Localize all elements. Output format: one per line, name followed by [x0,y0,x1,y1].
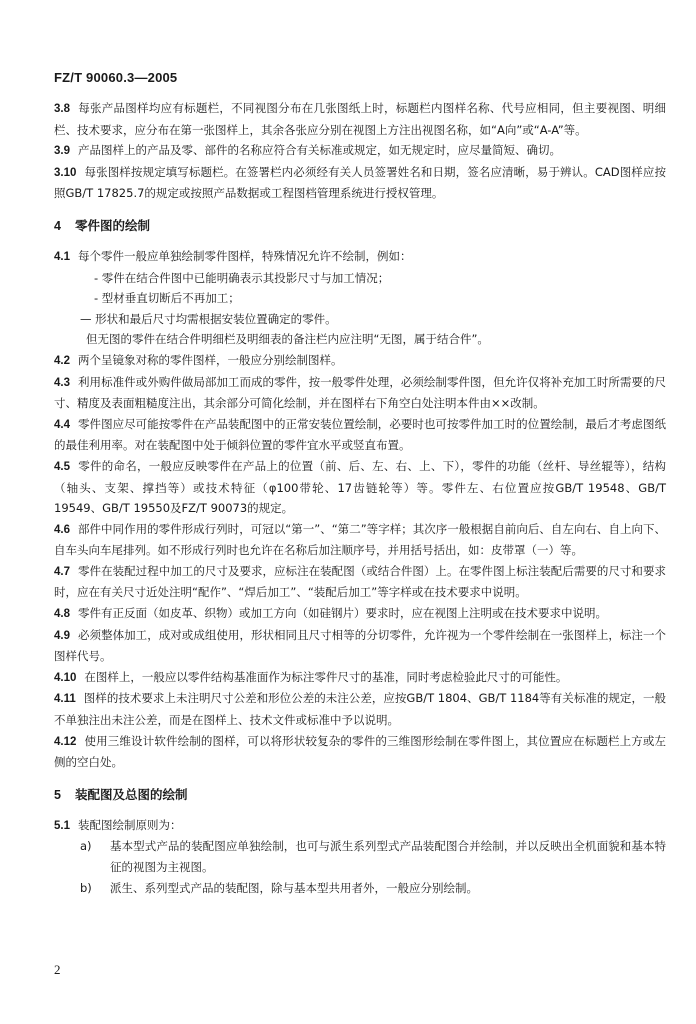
clause-text: 装配图绘制原则为： [78,817,182,832]
clause-4-6 [54,519,666,561]
clause-number: 4.1 [54,250,70,263]
clause-number: 4.5 [54,460,70,473]
clause-number: 4.4 [54,418,70,431]
clause-text: 零件有正反面（如皮革、织物）或加工方向（如硅钢片）要求时，应在视图上注明或在技术要求中说明。 [78,606,607,621]
page-number: 2 [54,962,61,977]
clause-3-9 [54,140,666,162]
clause-number: 4.6 [54,523,70,536]
clause-4-4 [54,414,666,456]
clause-number: 4.9 [54,629,70,642]
clause-text: 每个零件一般应单独绘制零件图样，特殊情况允许不绘制，例如： [78,248,412,263]
clause-text: 利用标准件或外购件做局部加工而成的零件，按一般零件处理，必须绘制零件图，但允许仅将补充加工时所需要的尺寸、精度及表面粗糙度注出，其余部分可简化绘制，并在图样右下角空白处注明本件由××改制。 [54,374,666,411]
clause-text: 零件图应尽可能按零件在产品装配图中的正常安装位置绘制，必要时也可按零件加工时的位置绘制，最后才考虑图纸的最佳利用率。对在装配图中处于倾斜位置的零件宜水平或竖直布置。 [54,416,666,453]
clause-number: 4.3 [54,376,70,389]
clause-number: 4.2 [54,354,70,367]
section-5-heading [54,785,666,805]
list-item-label: a) [80,839,92,854]
clause-text: 零件在装配过程中加工的尺寸及要求，应标注在装配图（或结合件图）上。在零件图上标注装配后需要的尺寸和要求时，应在有关尺寸近处注明“配作”、“焊后加工”、“装配后加工”等字样或在技术要求中说明。 [54,563,666,600]
clause-note: 但无图的零件在结合件明细栏及明细表的备注栏内应注明“无图，属于结合件”。 [86,332,489,347]
clause-4-9 [54,625,666,667]
clause-number: 3.10 [54,166,77,179]
clause-4-12 [54,731,666,773]
section-number: 5 [54,787,61,802]
clause-text: 每张图样按规定填写标题栏。在签署栏内必须经有关人员签署姓名和日期，签名应清晰，易于辨认。CAD图样应按照GB/T 17825.7的规定或按照产品数据或工程图档管理系统进行授权管理。 [54,164,666,201]
clause-text: 产品图样上的产品及零、部件的名称应符合有关标准或规定，如无规定时，应尽量简短、确切。 [78,143,561,158]
list-item-text: 派生、系列型式产品的装配图，除与基本型共用者外，一般应分别绘制。 [110,880,478,895]
clause-4-3 [54,372,666,414]
document-body [54,98,666,898]
clause-number: 4.7 [54,565,70,578]
clause-text: 在图样上，一般应以零件结构基准面作为标注零件尺寸的基准，同时考虑检验此尺寸的可能性。 [84,669,568,684]
section-4-heading [54,216,666,236]
dash-item: - 型材垂直切断后不再加工； [94,291,240,306]
clause-number: 4.11 [54,693,76,706]
list-item-text: 基本型式产品的装配图应单独绘制，也可与派生系列型式产品装配图合并绘制，并以反映出全机面貌和基本特征的视图为主视图。 [110,839,666,874]
clause-text: 必须整体加工，成对或成组使用，形状相同且尺寸相等的分切零件，允许视为一个零件绘制在一张图样上，标注一个图样代号。 [54,627,666,664]
dash-item: — 形状和最后尺寸均需根据安装位置确定的零件。 [80,311,337,326]
dash-item: - 零件在结合件图中已能明确表示其投影尺寸与加工情况； [94,270,390,285]
clause-3-10 [54,162,666,204]
list-item [54,878,666,899]
clause-text: 部件中同作用的零件形成行列时，可冠以“第一”、“第二”等字样；其次序一般根据自前向后、自左向右、自上向下、自车头向车尾排列。如不形成行列时也允许在名称后加注顺序号，并用括号括出，如：皮带罩（一）等。 [54,521,666,558]
clause-4-1 [54,246,666,268]
clause-4-10 [54,667,666,689]
clause-number: 4.8 [54,608,70,621]
clause-text: 两个呈镜象对称的零件图样，一般应分别绘制图样。 [78,352,343,367]
clause-4-5 [54,456,666,519]
clause-3-8 [54,98,666,140]
section-title: 零件图的绘制 [74,217,150,233]
clause-5-1 [54,815,666,837]
clause-number: 3.9 [54,145,70,158]
clause-4-11 [54,688,666,730]
clause-number: 4.12 [54,735,77,748]
clause-4-7 [54,561,666,603]
list-item-label: b) [80,880,92,895]
clause-number: 5.1 [54,819,70,832]
clause-text: 每张产品图样均应有标题栏，不同视图分布在几张图纸上时，标题栏内图样名称、代号应相同，但主要视图、明细栏、技术要求，应分布在第一张图样上，其余各张应分别在视图上方注出视图名称，如“A向”或“A-A”等。 [54,101,666,137]
section-number: 4 [54,218,61,233]
clause-number: 4.10 [54,671,77,684]
section-title: 装配图及总图的绘制 [74,786,188,802]
standard-code-header: FZ/T 90060.3—2005 [54,70,178,85]
clause-4-2 [54,350,666,372]
clause-text: 零件的命名，一般应反映零件在产品上的位置（前、后、左、右、上、下），零件的功能（丝杆、导丝辊等），结构（轴头、支架、撑挡等）或技术特征（φ100带轮、17齿链轮等）等。零件左、右位置应按GB/T 19548、GB/T 19549、GB/T 19550及FZ/T 90073的规定。 [54,458,666,516]
list-item [54,836,666,877]
clause-4-8 [54,603,666,625]
clause-text: 图样的技术要求上未注明尺寸公差和形位公差的未注公差，应按GB/T 1804、GB/T 1184等有关标准的规定，一般不单独注出未注公差，而是在图样上、技术文件或标准中予以说明。 [54,691,666,728]
clause-number: 3.8 [54,103,70,115]
clause-text: 使用三维设计软件绘制的图样，可以将形状较复杂的零件的三维图形绘制在零件图上，其位置应在标题栏上方或左侧的空白处。 [54,733,666,770]
